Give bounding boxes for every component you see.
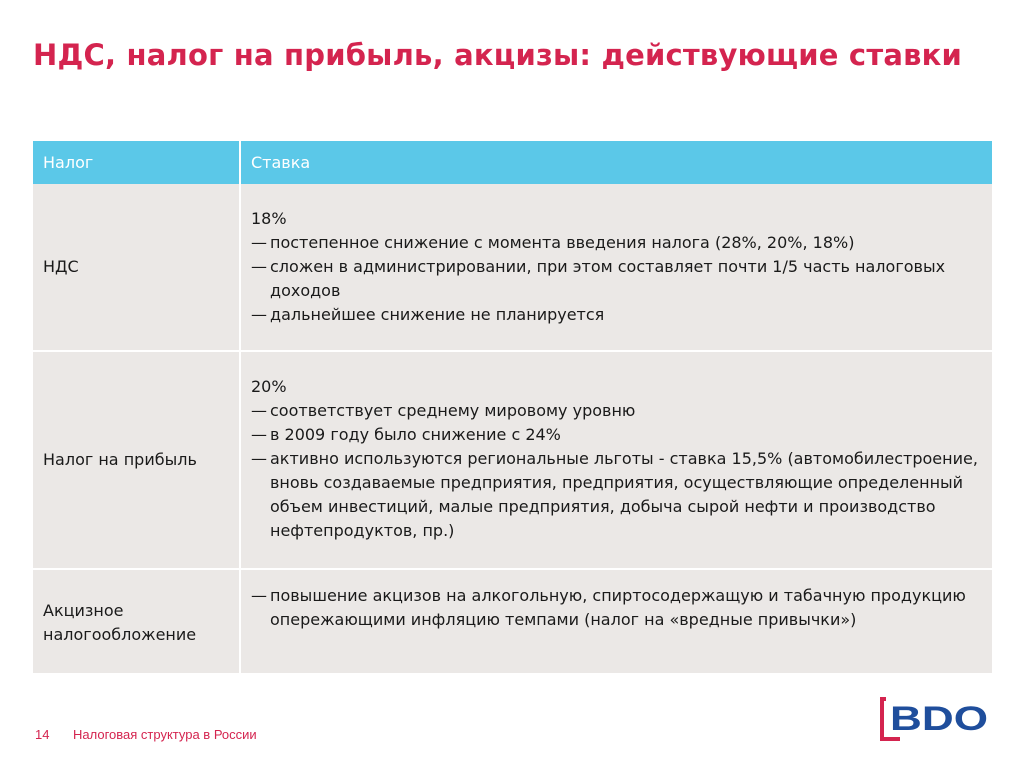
header-rate: Ставка	[240, 141, 992, 184]
table-row	[33, 184, 992, 351]
bullet-text: соответствует среднему мировому уровню	[270, 401, 636, 420]
page-number: 14	[35, 727, 50, 742]
bullet-text: дальнейшее снижение не планируется	[270, 305, 605, 324]
dash-icon: —	[251, 425, 267, 444]
footer-caption: Налоговая структура в России	[73, 727, 257, 742]
logo-text: BDO	[890, 700, 988, 738]
bullet-item	[251, 584, 982, 632]
bullet-text: повышение акцизов на алкогольную, спиртосодержащую и табачную продукцию опережающими инфляцию темпами (налог на «вредные привычки»)	[270, 586, 966, 629]
tax-rates-table	[33, 141, 992, 673]
bullet-list	[251, 584, 982, 632]
bullet-item	[251, 447, 982, 543]
dash-icon: —	[251, 305, 267, 324]
dash-icon: —	[251, 586, 267, 605]
rate-value: 20%	[251, 377, 287, 396]
bullet-item	[251, 255, 982, 303]
bdo-logo	[880, 696, 992, 742]
bullet-list	[251, 399, 982, 543]
bullet-list	[251, 231, 982, 327]
table-row	[33, 569, 992, 673]
tax-name-cell: НДС	[33, 184, 240, 351]
bullet-text: постепенное снижение с момента введения налога (28%, 20%, 18%)	[270, 233, 855, 252]
bullet-item	[251, 303, 982, 327]
table-row	[33, 351, 992, 569]
bullet-text: активно используются региональные льготы - ставка 15,5% (автомобилестроение, вновь создаваемые предприятия, предприятия, осуществляющие определенный объем инвестиций, малые предприятия, добыча сырой нефти и производство нефтепродуктов, пр.)	[270, 449, 978, 540]
footer	[35, 727, 257, 742]
dash-icon: —	[251, 449, 267, 468]
rate-cell	[240, 569, 992, 673]
rate-value: 18%	[251, 209, 287, 228]
dash-icon: —	[251, 257, 267, 276]
rate-cell	[240, 184, 992, 351]
slide-title: НДС, налог на прибыль, акцизы: действующие ставки	[33, 38, 963, 72]
table-header-row	[33, 141, 992, 184]
bullet-text: сложен в администрировании, при этом составляет почти 1/5 часть налоговых доходов	[270, 257, 946, 300]
tax-name-cell: Акцизное налогообложение	[33, 569, 240, 673]
header-tax: Налог	[33, 141, 240, 184]
bullet-item	[251, 399, 982, 423]
bullet-text: в 2009 году было снижение с 24%	[270, 425, 561, 444]
bullet-item	[251, 423, 982, 447]
rate-cell	[240, 351, 992, 569]
dash-icon: —	[251, 401, 267, 420]
tax-name-cell: Налог на прибыль	[33, 351, 240, 569]
dash-icon: —	[251, 233, 267, 252]
bullet-item	[251, 231, 982, 255]
